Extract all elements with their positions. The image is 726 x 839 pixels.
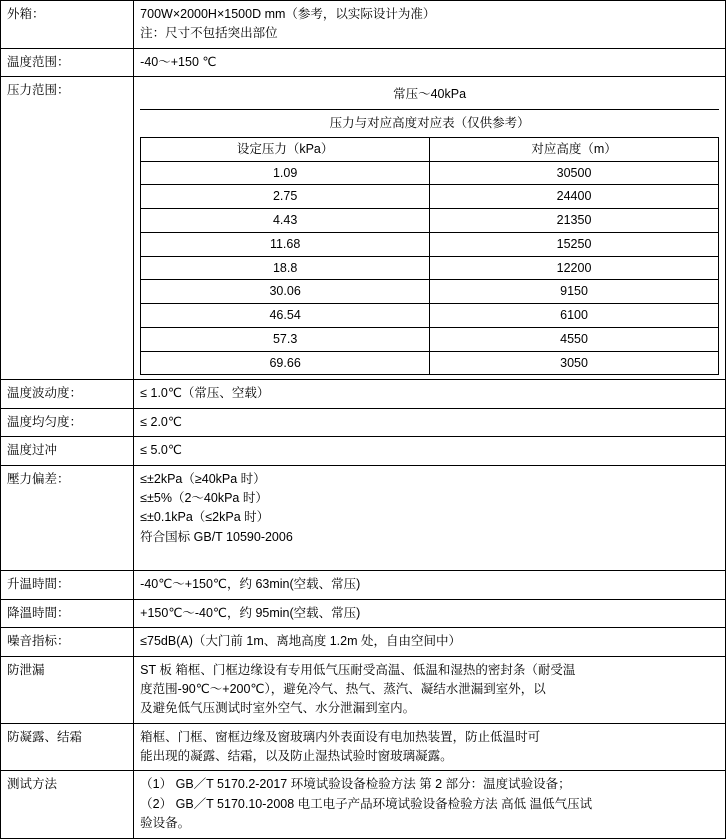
table-row-condensation-prevention	[1, 723, 726, 771]
row-value-temp-fluctuation: ≤ 1.0℃（常压、空载）	[134, 380, 726, 408]
pressure-deviation-line-2: ≤±5%（2～40kPa 时）	[140, 490, 268, 505]
pressure-value: 57.3	[141, 327, 430, 351]
row-label-test-method: 测试方法	[1, 771, 134, 838]
table-row-cooling-time	[1, 599, 726, 627]
row-value-noise: ≤75dB(A)（大门前 1m、离地高度 1.2m 处，自由空间中）	[134, 628, 726, 656]
row-label-condensation-prevention: 防凝露、结霜	[1, 723, 134, 771]
table-row-temp-range	[1, 48, 726, 76]
pressure-deviation-standard: 符合国标 GB/T 10590-2006	[140, 529, 293, 544]
row-label-temp-uniformity: 温度均匀度：	[1, 408, 134, 436]
row-value-test-method	[134, 771, 726, 838]
pressure-table-header-row	[141, 137, 719, 161]
pressure-value: 18.8	[141, 256, 430, 280]
row-value-heating-time: -40℃～+150℃，约 63min(空载、常压)	[134, 571, 726, 599]
row-label-pressure-deviation: 壓力偏差：	[1, 465, 134, 571]
altitude-value: 3050	[430, 351, 719, 375]
outer-box-note: 注：尺寸不包括突出部位	[140, 26, 278, 41]
table-row-outer-box	[1, 1, 726, 49]
row-label-outer-box: 外箱：	[1, 1, 134, 49]
pressure-value: 30.06	[141, 280, 430, 304]
row-label-leak-prevention: 防泄漏	[1, 656, 134, 723]
row-value-condensation-prevention	[134, 723, 726, 771]
pressure-value: 46.54	[141, 304, 430, 328]
table-row-temp-fluctuation	[1, 380, 726, 408]
pressure-table-row	[141, 327, 719, 351]
altitude-value: 6100	[430, 304, 719, 328]
pressure-deviation-line-1: ≤±2kPa（≥40kPa 时）	[140, 471, 266, 486]
pressure-deviation-line-3: ≤±0.1kPa（≤2kPa 时）	[140, 510, 270, 525]
row-value-temp-range: -40～+150 ℃	[134, 48, 726, 76]
altitude-value: 4550	[430, 327, 719, 351]
pressure-value: 4.43	[141, 209, 430, 233]
row-label-heating-time: 升温時間：	[1, 571, 134, 599]
pressure-table-row	[141, 304, 719, 328]
test-method-line-3: 验设备。	[140, 816, 191, 831]
row-label-cooling-time: 降溫時間：	[1, 599, 134, 627]
pressure-table-row	[141, 232, 719, 256]
pressure-value: 2.75	[141, 185, 430, 209]
row-value-pressure-deviation	[134, 465, 726, 571]
pressure-height-table-title: 压力与对应高度对应表（仅供参考）	[140, 109, 719, 137]
test-method-line-1: （1） GB／T 5170.2-2017 环境试验设备检验方法 第 2 部分：温度试验设备；	[140, 777, 571, 792]
table-row-pressure-deviation	[1, 465, 726, 571]
pressure-table-row	[141, 351, 719, 375]
pressure-value: 11.68	[141, 232, 430, 256]
altitude-value: 12200	[430, 256, 719, 280]
row-label-noise: 噪音指标：	[1, 628, 134, 656]
table-row-pressure-range	[1, 77, 726, 380]
table-row-temp-overshoot	[1, 437, 726, 465]
pressure-value: 1.09	[141, 161, 430, 185]
pressure-table-row	[141, 209, 719, 233]
leak-line-1: ST 板 箱框、门框边缘设有专用低气压耐受高温、低温和湿热的密封条（耐受温	[140, 662, 576, 677]
table-row-heating-time	[1, 571, 726, 599]
row-value-temp-uniformity: ≤ 2.0℃	[134, 408, 726, 436]
table-row-test-method	[1, 771, 726, 838]
pressure-value: 69.66	[141, 351, 430, 375]
pressure-height-table	[140, 137, 719, 376]
pressure-table-row	[141, 185, 719, 209]
condensation-line-1: 箱框、门框、窗框边缘及窗玻璃内外表面设有电加热装置，防止低温时可	[140, 729, 541, 744]
test-method-line-2: （2） GB／T 5170.10-2008 电工电子产品环境试验设备检验方法 高低 温低气压试	[140, 796, 593, 811]
pressure-table-row	[141, 161, 719, 185]
table-row-noise	[1, 628, 726, 656]
leak-line-2: 度范围-90℃～+200℃），避免冷气、热气、蒸汽、凝结水泄漏到室外，以	[140, 681, 546, 696]
pressure-table-header-altitude: 对应高度（m）	[430, 137, 719, 161]
row-value-leak-prevention	[134, 656, 726, 723]
altitude-value: 24400	[430, 185, 719, 209]
row-value-outer-box	[134, 1, 726, 49]
table-row-temp-uniformity	[1, 408, 726, 436]
row-label-temp-fluctuation: 温度波动度：	[1, 380, 134, 408]
pressure-range-value: 常压～40kPa	[393, 87, 467, 102]
condensation-line-2: 能出现的凝露、结霜，以及防止湿热试验时窗玻璃凝露。	[140, 749, 453, 763]
row-label-pressure-range: 压力范围：	[1, 77, 134, 380]
altitude-value: 9150	[430, 280, 719, 304]
row-value-pressure-range	[134, 77, 726, 380]
row-label-temp-range: 温度范围：	[1, 48, 134, 76]
pressure-table-row	[141, 256, 719, 280]
altitude-value: 15250	[430, 232, 719, 256]
row-value-temp-overshoot: ≤ 5.0℃	[134, 437, 726, 465]
pressure-table-row	[141, 280, 719, 304]
row-label-temp-overshoot: 温度过冲	[1, 437, 134, 465]
table-row-leak-prevention	[1, 656, 726, 723]
altitude-value: 30500	[430, 161, 719, 185]
altitude-value: 21350	[430, 209, 719, 233]
row-value-cooling-time: +150℃～-40℃，约 95min(空载、常压)	[134, 599, 726, 627]
pressure-table-header-pressure: 设定压力（kPa）	[141, 137, 430, 161]
leak-line-3: 及避免低气压测试时室外空气、水分泄漏到室内。	[140, 701, 416, 716]
outer-box-dimensions: 700W×2000H×1500D mm（参考，以实际设计为准）	[140, 7, 436, 21]
